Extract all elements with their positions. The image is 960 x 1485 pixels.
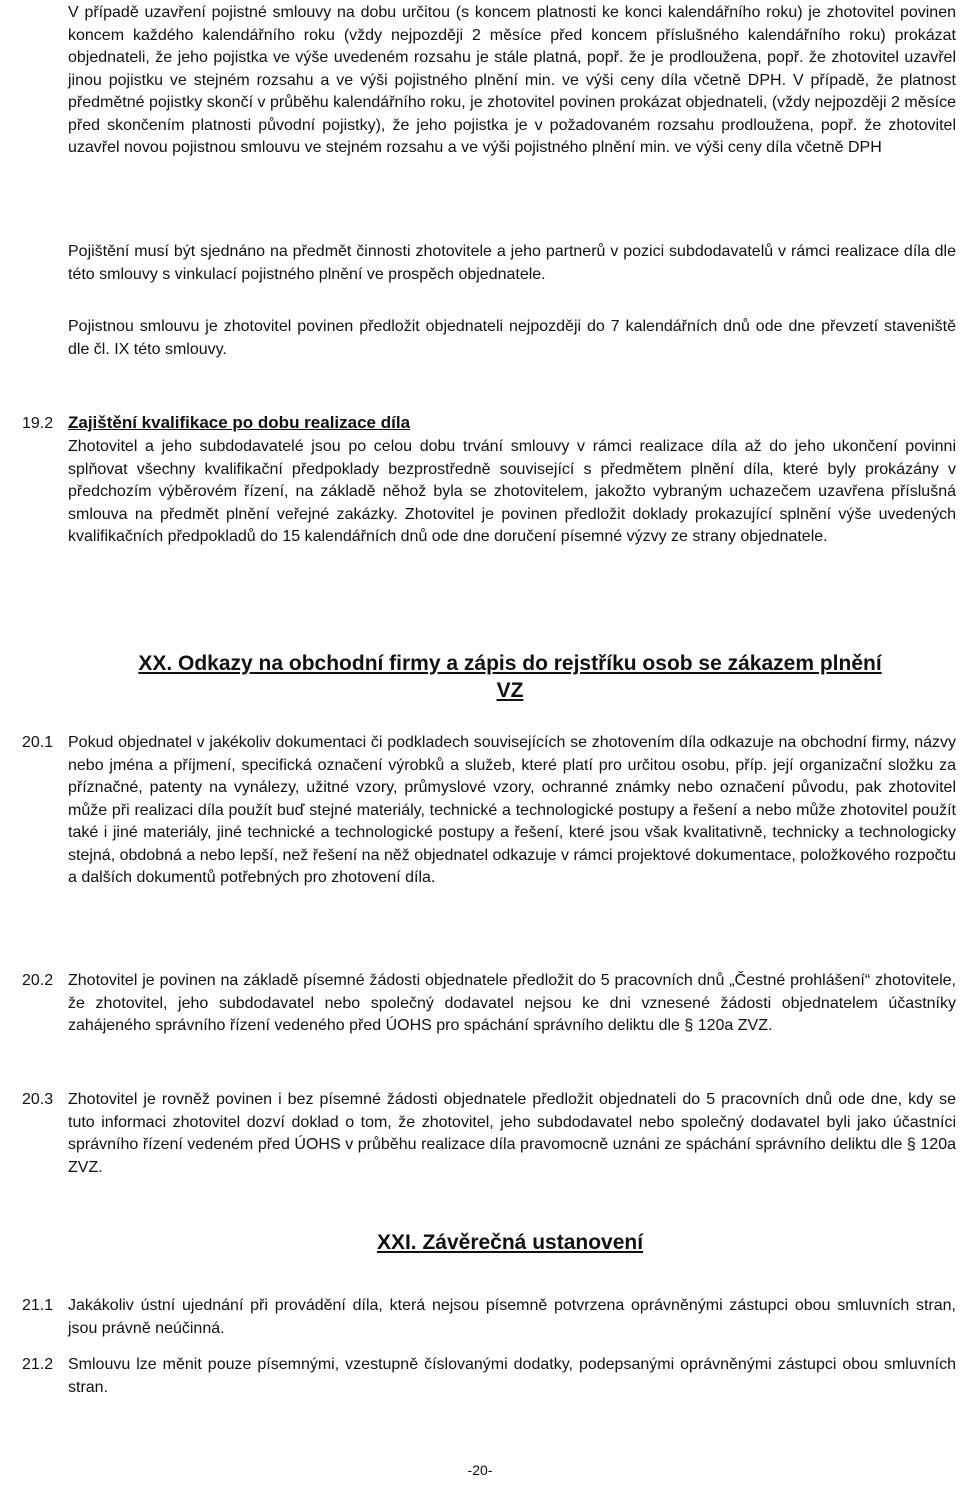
chapter-title bbox=[60, 650, 960, 704]
insurance-renewal-paragraph: V případě uzavření pojistné smlouvy na dobu určitou (s koncem platnosti ke konci kalendářního roku) je zhotovitel povinen koncem každého kalendářního roku (vždy nejpozději 2 měsíce před koncem příslušného kalendářního roku) prokázat objednateli, že jeho pojistka ve výše uvedeném rozsahu je stále platná, popř. že je prodloužena, popř. že zhotovitel uzavřel jinou pojistku ve stejném rozsahu a ve výši pojistného plnění min. ve výši ceny díla včetně DPH. V případě, že platnost předmětné pojistky skončí v průběhu kalendářního roku, je zhotovitel povinen prokázat objednateli, (vždy nejpozději 2 měsíce před skončením platnosti původní pojistky), že jeho pojistka je v požadovaném rozsahu prodloužena, popř. že zhotovitel uzavřel novou pojistnou smlouvu ve stejném rozsahu a ve výši pojistného plnění min. ve výši ceny díla včetně DPH bbox=[68, 4, 956, 156]
section-text: Zhotovitel je rovněž povinen i bez písemné žádosti objednatele předložit objednateli do 5 pracovních dnů ode dne, kdy se tuto informaci zhotovitel dozví doklad o tom, že zhotovitel, jeho subdodavatel nebo společný dodavatel byli jako účastníci správního řízení vedeném před ÚOHS v průběhu realizace díla pravomocně uznáni ze spáchání správního deliktu dle § 120a ZVZ. bbox=[68, 1091, 956, 1176]
section-number: 21.2 bbox=[22, 1356, 54, 1373]
section-number: 21.1 bbox=[22, 1297, 54, 1314]
section-number: 20.2 bbox=[22, 972, 54, 989]
insurance-submission-paragraph: Pojistnou smlouvu je zhotovitel povinen předložit objednateli nejpozději do 7 kalendářních dnů ode dne převzetí staveniště dle čl. IX této smlouvy. bbox=[68, 318, 956, 358]
section-title: Zajištění kvalifikace po dobu realizace díla bbox=[68, 413, 411, 432]
insurance-scope-paragraph: Pojištění musí být sjednáno na předmět činnosti zhotovitele a jeho partnerů v pozici subdodavatelů v rámci realizace díla dle této smlouvy s vinkulací pojistného plnění ve prospěch objednatele. bbox=[68, 243, 956, 283]
chapter-title-line1: XX. Odkazy na obchodní firmy a zápis do rejstříku osob se zákazem plnění bbox=[138, 652, 882, 675]
chapter-title: XXI. Závěrečná ustanovení bbox=[376, 1231, 644, 1254]
page-number: -20- bbox=[467, 1462, 493, 1478]
chapter-title-line2: VZ bbox=[496, 679, 524, 702]
section-text: Zhotovitel je povinen na základě písemné žádosti objednatele předložit do 5 pracovních dnů „Čestné prohlášení“ zhotovitele, že zhotovitel, jeho subdodavatel nebo společný dodavatel nejsou ke dni vznesené žádosti objednatelem účastníky zahájeného správního řízení vedeného před ÚOHS pro spáchání správního deliktu dle § 120a ZVZ. bbox=[68, 972, 956, 1034]
section-number: 19.2 bbox=[22, 415, 54, 432]
section-text: Pokud objednatel v jakékoliv dokumentaci či podkladech souvisejících se zhotovením díla odkazuje na obchodní firmy, názvy nebo jména a příjmení, specifická označení výrobků a služeb, které platí pro určitou osobu, příp. její organizační složku za příznačné, patenty na vynálezy, užitné vzory, průmyslové vzory, ochranné známky nebo označení původu, pak zhotovitel může při realizaci díla použít buď stejné materiály, technické a technologické postupy a řešení a nebo může zhotovitel použít také i jiné materiály, jiné technické a technologické postupy a řešení, které jsou však kvalitativně, technicky a technologicky stejná, obdobná a nebo lepší, než řešení na něž objednatel odkazuje v rámci projektové dokumentace, položkového rozpočtu a dalších dokumentů potřebných pro zhotovení díla. bbox=[68, 734, 956, 886]
section-text: Smlouvu lze měnit pouze písemnými, vzestupně číslovanými dodatky, podepsanými oprávněnými zástupci obou smluvních stran. bbox=[68, 1356, 956, 1396]
section-text: Jakákoliv ústní ujednání při provádění díla, která nejsou písemně potvrzena oprávněnými zástupci obou smluvních stran, jsou právně neúčinná. bbox=[68, 1297, 956, 1337]
section-number: 20.1 bbox=[22, 734, 54, 751]
section-text: Zhotovitel a jeho subdodavatelé jsou po celou dobu trvání smlouvy v rámci realizace díla až do jeho ukončení povinni splňovat všechny kvalifikační předpoklady bezprostředně související s předmětem plnění díla, které byly prokázány v předchozím výběrovém řízení, na základě něhož byla se zhotovitelem, jakožto vybraným uchazečem uzavřena příslušná smlouva na předmět plnění veřejné zakázky. Zhotovitel je povinen předložit doklady prokazující splnění výše uvedených kvalifikačních předpokladů do 15 kalendářních dnů ode dne doručení písemné výzvy ze strany objednatele. bbox=[68, 438, 956, 545]
section-number: 20.3 bbox=[22, 1091, 54, 1108]
